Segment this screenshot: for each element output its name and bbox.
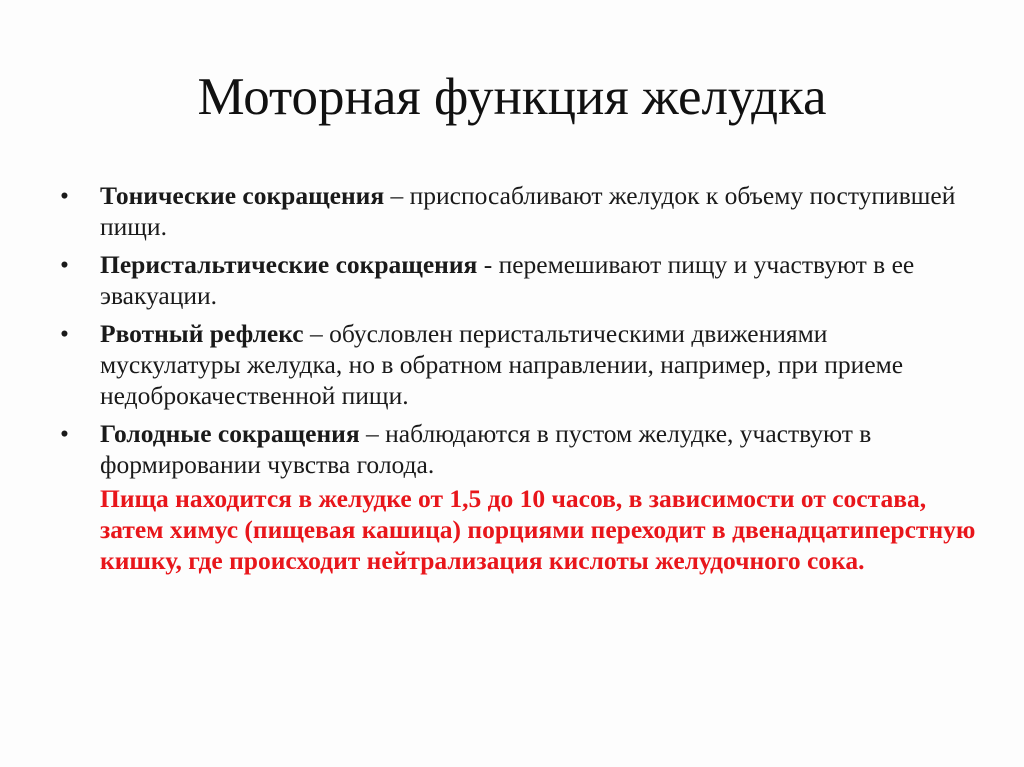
bullet-text: – обусловлен перистальтическими движениями мускулатуры желудка, но в обратном направлении, например, при приеме недоброкачественной пищи. [100,319,904,410]
bullet-icon: • [60,319,69,348]
bullet-term: Рвотный рефлекс [100,319,304,348]
bullet-item-hunger [58,418,968,480]
bullet-item-peristaltic [58,249,968,311]
bullet-text: – приспосабливают желудок к объему поступившей пищи. [100,181,956,241]
bullet-item-tonic [58,180,968,242]
bullet-term: Тонические сокращения [100,181,385,210]
bullet-text: – наблюдаются в пустом желудке, участвуют в формировании чувства голода. [100,419,872,479]
bullet-item-vomiting-reflex [58,318,968,411]
bullet-term: Перистальтические сокращения [100,250,478,279]
bullet-text: - перемешивают пищу и участвуют в ее эвакуации. [100,250,915,310]
bullet-term: Голодные сокращения [100,419,360,448]
highlighted-note: Пища находится в желудке от 1,5 до 10 часов, в зависимости от состава, затем химус (пищевая кашица) порциями переходит в двенадцатиперстную кишку, где происходит нейтрализация кислоты желудочного сока. [100,484,976,575]
bullet-icon: • [60,250,69,279]
bullet-icon: • [60,181,69,210]
bullet-icon: • [60,419,69,448]
slide-title: Моторная функция желудка [197,68,827,126]
bullet-list [58,180,968,487]
